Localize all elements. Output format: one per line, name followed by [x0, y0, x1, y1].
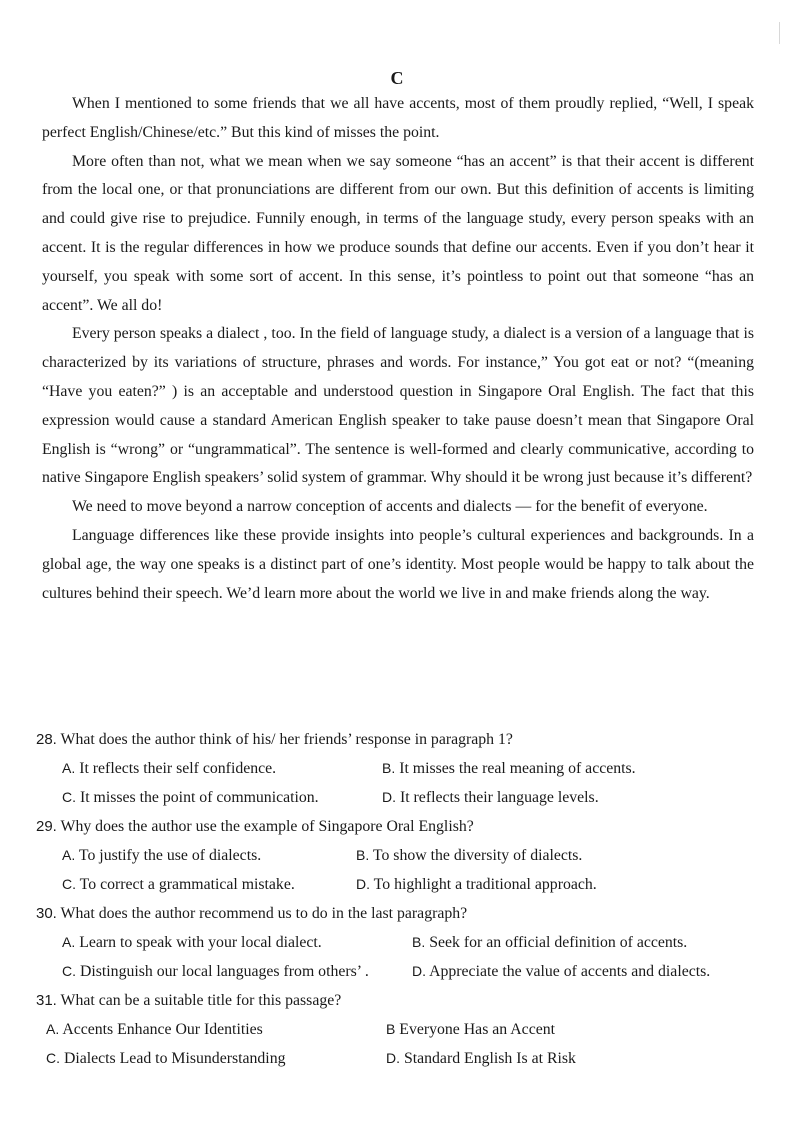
option-b[interactable] [412, 928, 687, 957]
option-letter: D. [412, 963, 426, 979]
option-text: Everyone Has an Accent [399, 1021, 556, 1038]
option-text: It misses the real meaning of accents. [399, 760, 636, 777]
option-text: To show the diversity of dialects. [372, 847, 583, 864]
option-c[interactable] [62, 870, 295, 899]
option-row [36, 870, 756, 899]
question-number: 29. [36, 818, 57, 835]
option-d[interactable] [412, 957, 710, 986]
option-row [36, 1015, 756, 1044]
option-row [36, 841, 756, 870]
option-letter: A. [46, 1021, 60, 1037]
option-b[interactable] [386, 1015, 555, 1044]
question-stem [36, 899, 756, 928]
option-text: Accents Enhance Our Identities [62, 1021, 263, 1038]
option-text: To highlight a traditional approach. [373, 876, 597, 893]
option-text: To justify the use of dialects. [78, 847, 262, 864]
option-c[interactable] [62, 957, 369, 986]
option-d[interactable] [386, 1044, 576, 1073]
option-letter: B [386, 1021, 396, 1037]
option-letter: C. [46, 1050, 60, 1066]
option-text: Distinguish our local languages from others’ . [79, 963, 369, 980]
question-31 [36, 986, 756, 1073]
option-letter: D. [382, 789, 396, 805]
option-letter: C. [62, 963, 76, 979]
question-number: 28. [36, 731, 57, 748]
option-row [36, 754, 756, 783]
option-c[interactable] [62, 783, 319, 812]
question-number: 31. [36, 992, 57, 1009]
option-text: Seek for an official definition of accents. [429, 934, 688, 951]
paragraph-1: When I mentioned to some friends that we all have accents, most of them proudly replied, “Well, I speak perfect English/Chinese/etc.” But this kind of misses the point. [42, 95, 754, 141]
option-letter: A. [62, 760, 76, 776]
option-a[interactable] [62, 754, 276, 783]
question-list [36, 725, 756, 1073]
option-row [36, 1044, 756, 1073]
option-letter: A. [62, 934, 76, 950]
option-d[interactable] [382, 783, 599, 812]
option-text: It reflects their self confidence. [79, 760, 277, 777]
option-row [36, 957, 756, 986]
question-text: What does the author think of his/ her friends’ response in paragraph 1? [60, 731, 513, 748]
scan-edge-mark [779, 22, 780, 44]
question-28 [36, 725, 756, 812]
paragraph-3: Every person speaks a dialect , too. In the field of language study, a dialect is a version of a language that is characterized by its variations of structure, phrases and words. For instance,” You got eat or not? “(meaning “Have you eaten?” ) is an acceptable and understood question in Singapore Oral English. The fact that this expression would cause a standard American English speaker to take pause doesn’t mean that Singapore Oral English is “wrong” or “ungrammatical”. The sentence is well-formed and clearly communicative, according to native Singapore English speakers’ solid system of grammar. Why should it be wrong just because it’s different? [42, 325, 754, 487]
question-stem [36, 812, 756, 841]
option-d[interactable] [356, 870, 597, 899]
option-text: To correct a grammatical mistake. [79, 876, 295, 893]
paragraph-4: We need to move beyond a narrow conception of accents and dialects — for the benefit of everyone. [72, 498, 708, 516]
option-row [36, 783, 756, 812]
option-text: Learn to speak with your local dialect. [79, 934, 322, 951]
section-title: C [390, 68, 404, 88]
option-a[interactable] [62, 928, 322, 957]
option-letter: B. [356, 847, 370, 863]
option-a[interactable] [62, 841, 261, 870]
paragraph-5: Language differences like these provide insights into people’s cultural experiences and backgrounds. In a global age, the way one speaks is a distinct part of one’s identity. Most people would be happy to talk about the cultures behind their speech. We’d learn more about the world we live in and make friends along the way. [42, 526, 754, 602]
question-stem [36, 986, 756, 1015]
question-29 [36, 812, 756, 899]
reading-passage [42, 90, 754, 608]
option-letter: D. [356, 876, 370, 892]
option-letter: A. [62, 847, 76, 863]
option-letter: B. [412, 934, 426, 950]
question-30 [36, 899, 756, 986]
option-text: Standard English Is at Risk [403, 1050, 576, 1067]
question-number: 30. [36, 905, 57, 922]
option-text: It reflects their language levels. [399, 789, 599, 806]
option-letter: B. [382, 760, 396, 776]
option-text: It misses the point of communication. [79, 789, 319, 806]
option-c[interactable] [46, 1044, 286, 1073]
option-letter: D. [386, 1050, 400, 1066]
question-text: What can be a suitable title for this passage? [60, 992, 342, 1009]
option-letter: C. [62, 789, 76, 805]
question-text: Why does the author use the example of Singapore Oral English? [60, 818, 474, 835]
question-stem [36, 725, 756, 754]
option-b[interactable] [356, 841, 582, 870]
question-text: What does the author recommend us to do in the last paragraph? [60, 905, 468, 922]
option-row [36, 928, 756, 957]
option-b[interactable] [382, 754, 636, 783]
option-letter: C. [62, 876, 76, 892]
option-a[interactable] [46, 1015, 263, 1044]
option-text: Appreciate the value of accents and dialects. [429, 963, 711, 980]
option-text: Dialects Lead to Misunderstanding [63, 1050, 286, 1067]
paragraph-2: More often than not, what we mean when we say someone “has an accent” is that their accent is different from the local one, or that pronunciations are different from our own. But this definition of accents is limiting and could give rise to prejudice. Funnily enough, in terms of the language study, every person speaks with an accent. It is the regular differences in how we produce sounds that define our accents. Even if you don’t hear it yourself, you speak with some sort of accent. In this sense, it’s pointless to point out that someone “has an accent”. We all do! [42, 152, 754, 314]
